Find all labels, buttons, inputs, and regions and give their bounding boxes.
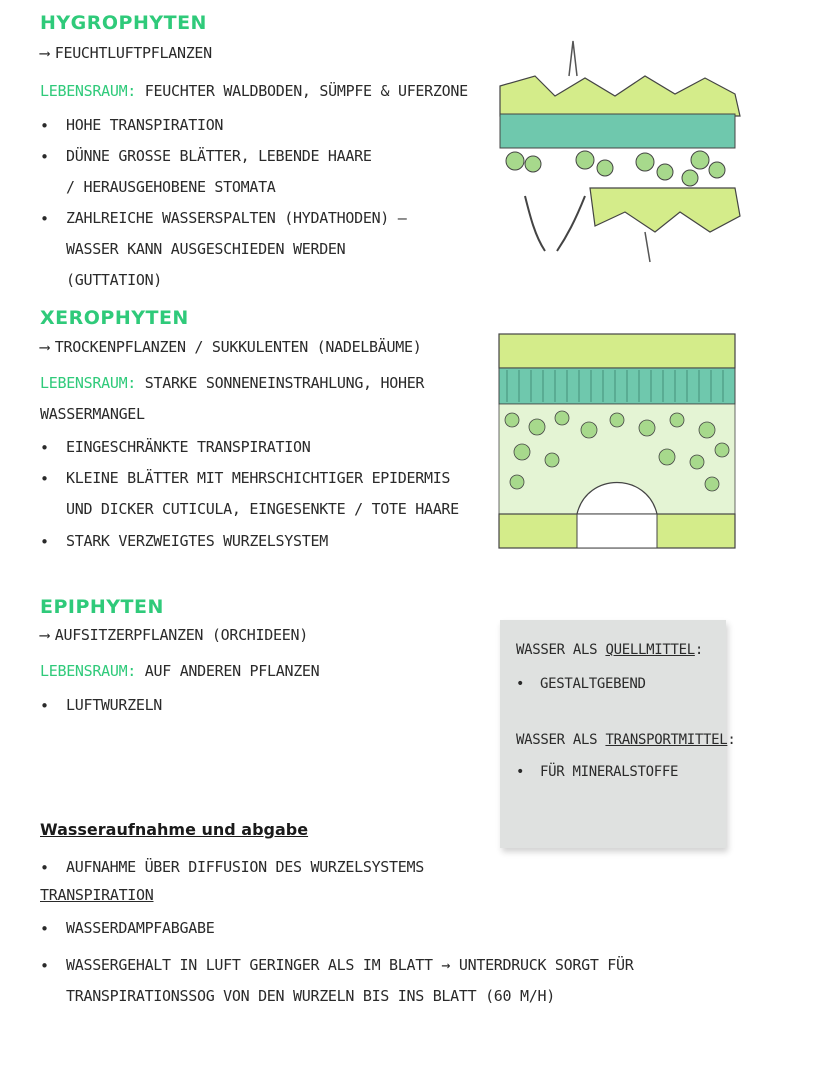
note-bullet: • GESTALTGEBEND — [516, 676, 646, 692]
xerophyten-bullet: • STARK VERZWEIGTES WURZELSYSTEM — [40, 532, 328, 551]
hygrophyte-leaf-illustration — [495, 36, 755, 268]
xerophyten-habitat-cont: WASSERMANGEL — [40, 405, 145, 423]
sticky-note — [500, 620, 736, 848]
xerophyten-habitat: LEBENSRAUM: STARKE SONNENEINSTRAHLUNG, HOHER — [40, 374, 425, 392]
epiphyten-bullet: • LUFTWURZELN — [40, 696, 163, 715]
note-bullet: • FÜR MINERALSTOFFE — [516, 764, 679, 780]
xerophyten-bullet: • EINGESCHRÄNKTE TRANSPIRATION — [40, 438, 311, 457]
arrow-icon: ⟶ — [40, 338, 49, 356]
wasseraufnahme-heading: Wasseraufnahme und abgabe — [40, 820, 309, 839]
xerophyten-heading: XEROPHYTEN — [40, 307, 189, 329]
water-bullet: • AUFNAHME ÜBER DIFFUSION DES WURZELSYSTEMS — [40, 858, 424, 877]
xerophyte-leaf-illustration — [497, 332, 737, 550]
hygrophyten-bullet: • ZAHLREICHE WASSERSPALTEN (HYDATHODEN) – WASSER KANN AUSGESCHIEDEN WERDEN (GUTTATION) — [40, 209, 407, 289]
arrow-icon: ⟶ — [40, 44, 49, 62]
epiphyten-habitat: LEBENSRAUM: AUF ANDEREN PFLANZEN — [40, 662, 320, 680]
water-bullet: • WASSERGEHALT IN LUFT GERINGER ALS IM BLATT → UNTERDRUCK SORGT FÜR TRANSPIRATIONSSOG VON DEN WURZELN BIS INS BLATT (60 M/H) — [40, 956, 634, 1005]
arrow-icon: ⟶ — [40, 626, 49, 644]
epiphyten-arrow-line: ⟶ AUFSITZERPFLANZEN (ORCHIDEEN) — [40, 626, 308, 644]
xerophyten-bullet: • KLEINE BLÄTTER MIT MEHRSCHICHTIGER EPIDERMIS UND DICKER CUTICULA, EINGESENKTE / TOTE HAARE — [40, 469, 459, 518]
hygrophyten-bullet: • HOHE TRANSPIRATION — [40, 116, 224, 135]
hygrophyten-bullet: • DÜNNE GROSSE BLÄTTER, LEBENDE HAARE / HERAUSGEHOBENE STOMATA — [40, 147, 372, 196]
transpiration-label: TRANSPIRATION — [40, 886, 154, 904]
hygrophyten-heading: HYGROPHYTEN — [40, 12, 207, 34]
note-line-transportmittel: WASSER ALS TRANSPORTMITTEL: — [516, 732, 736, 748]
hygrophyten-habitat: LEBENSRAUM: FEUCHTER WALDBODEN, SÜMPFE & UFERZONE — [40, 82, 468, 100]
water-bullet: • WASSERDAMPFABGABE — [40, 919, 215, 938]
hygrophyten-arrow-line: ⟶ FEUCHTLUFTPFLANZEN — [40, 44, 212, 62]
xerophyten-arrow-line: ⟶ TROCKENPFLANZEN / SUKKULENTEN (NADELBÄUME) — [40, 338, 422, 356]
epiphyten-heading: EPIPHYTEN — [40, 596, 164, 618]
note-line-quellmittel: WASSER ALS QUELLMITTEL: — [516, 642, 703, 658]
